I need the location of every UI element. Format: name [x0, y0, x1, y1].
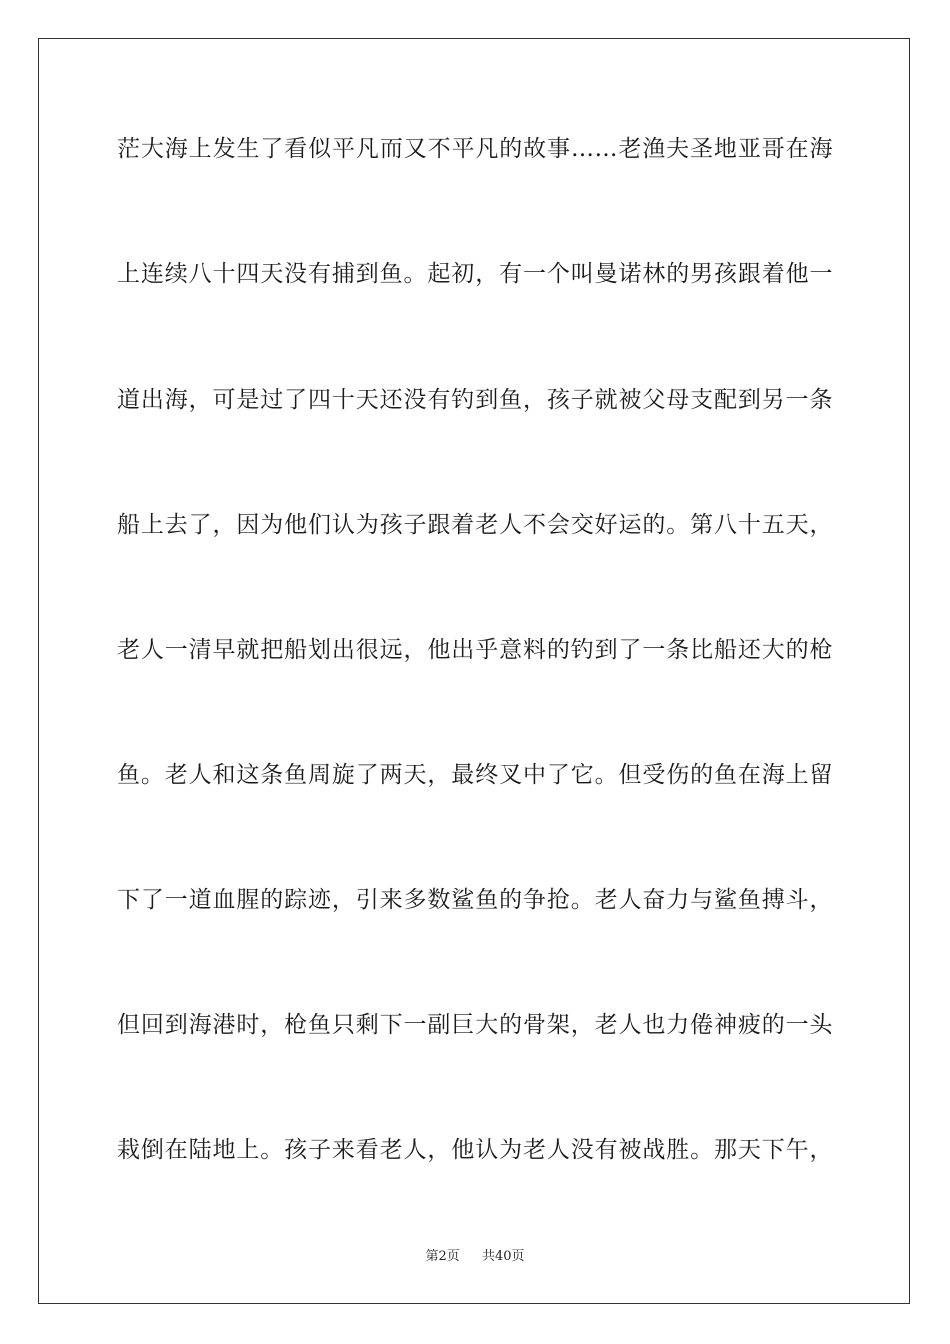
- text-line: 上连续八十四天没有捕到鱼。起初，有一个叫曼诺林的男孩跟着他一: [117, 261, 833, 287]
- text-line: 茫大海上发生了看似平凡而又不平凡的故事……老渔夫圣地亚哥在海: [117, 136, 833, 162]
- text-line: 船上去了，因为他们认为孩子跟着老人不会交好运的。第八十五天，: [117, 512, 833, 538]
- text-line: 栽倒在陆地上。孩子来看老人，他认为老人没有被战胜。那天下午，: [117, 1137, 833, 1163]
- page-total: 共40页: [482, 1249, 525, 1264]
- page-footer: [0, 1248, 950, 1266]
- page-border: [38, 38, 910, 1304]
- text-line: 下了一道血腥的踪迹，引来多数鲨鱼的争抢。老人奋力与鲨鱼搏斗，: [117, 887, 833, 913]
- page-number: 第2页: [425, 1249, 460, 1264]
- text-line: 道出海，可是过了四十天还没有钓到鱼，孩子就被父母支配到另一条: [117, 387, 833, 413]
- text-line: 鱼。老人和这条鱼周旋了两天，最终叉中了它。但受伤的鱼在海上留: [117, 762, 833, 788]
- text-line: 但回到海港时，枪鱼只剩下一副巨大的骨架，老人也力倦神疲的一头: [117, 1012, 833, 1038]
- text-line: 老人一清早就把船划出很远，他出乎意料的钓到了一条比船还大的枪: [117, 637, 833, 663]
